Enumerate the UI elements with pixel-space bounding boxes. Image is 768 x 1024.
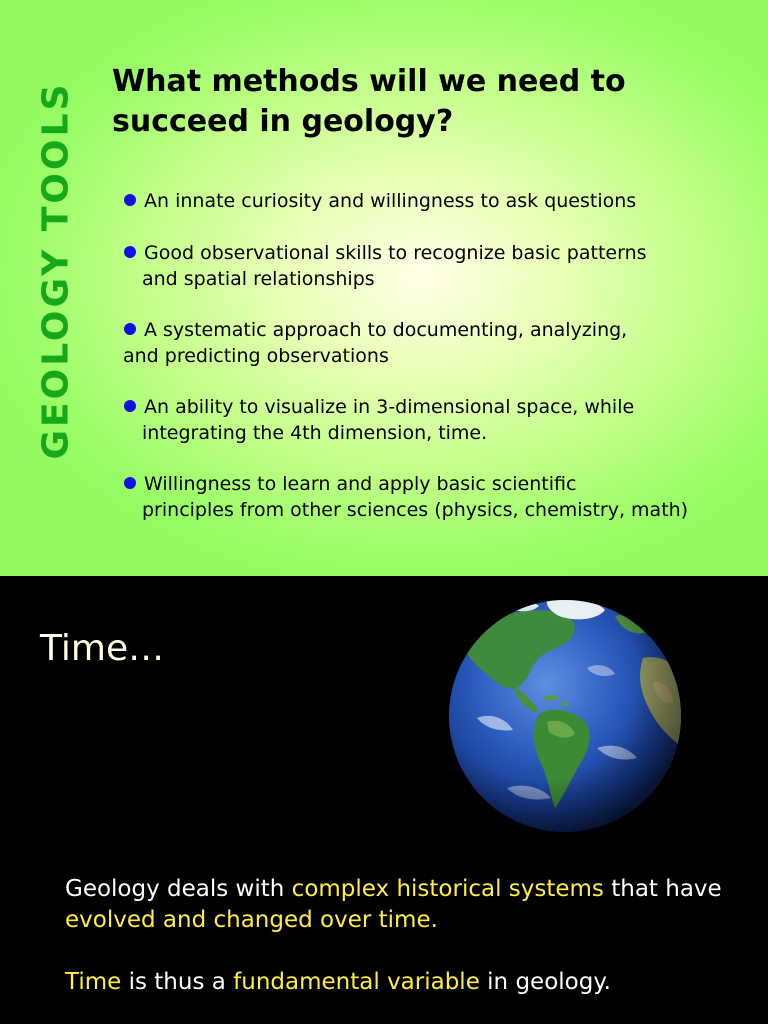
bullet-text: An ability to visualize in 3-dimensional space, while (144, 396, 635, 418)
highlight-text: evolved and changed over time. (65, 907, 438, 933)
side-title (36, 60, 76, 480)
paragraph-geology-systems (65, 874, 755, 936)
slide-title: Time… (40, 628, 165, 669)
paragraph-text: Geology deals with (65, 876, 292, 902)
paragraph-text: that have (603, 876, 722, 902)
bullet-item (124, 318, 724, 369)
bullet-item (124, 395, 724, 446)
slide-time (0, 576, 768, 1024)
highlight-text: Time (65, 969, 122, 995)
bullet-dot-icon (124, 477, 136, 489)
bullet-dot-icon (124, 400, 136, 412)
earth-globe-image (447, 598, 683, 834)
bullet-item (124, 472, 694, 523)
bullet-text-continued: and predicting observations (123, 344, 389, 367)
bullet-text-continued: and spatial relationships (142, 267, 375, 290)
bullet-dot-icon (124, 194, 136, 206)
bullet-text-continued: integrating the 4th dimension, time. (142, 421, 488, 444)
side-title-text: GEOLOGY TOOLS (35, 81, 77, 459)
bullet-text: An innate curiosity and willingness to ask questions (144, 190, 637, 212)
bullet-text: Willingness to learn and apply basic scientific (144, 473, 577, 495)
paragraph-text: in geology. (479, 969, 611, 995)
bullet-dot-icon (124, 323, 136, 335)
bullet-item (124, 241, 724, 292)
paragraph-text: is thus a (121, 969, 234, 995)
bullet-text-continued: principles from other sciences (physics, chemistry, math) (142, 498, 689, 521)
highlight-text: complex historical systems (291, 876, 604, 902)
bullet-item (124, 189, 724, 215)
bullet-text: Good observational skills to recognize basic patterns (144, 242, 647, 264)
bullet-text: A systematic approach to documenting, analyzing, (144, 319, 628, 341)
slide-heading: What methods will we need to succeed in geology? (112, 64, 626, 139)
highlight-text: fundamental variable (233, 969, 480, 995)
bullet-dot-icon (124, 246, 136, 258)
paragraph-time-variable (65, 967, 755, 998)
